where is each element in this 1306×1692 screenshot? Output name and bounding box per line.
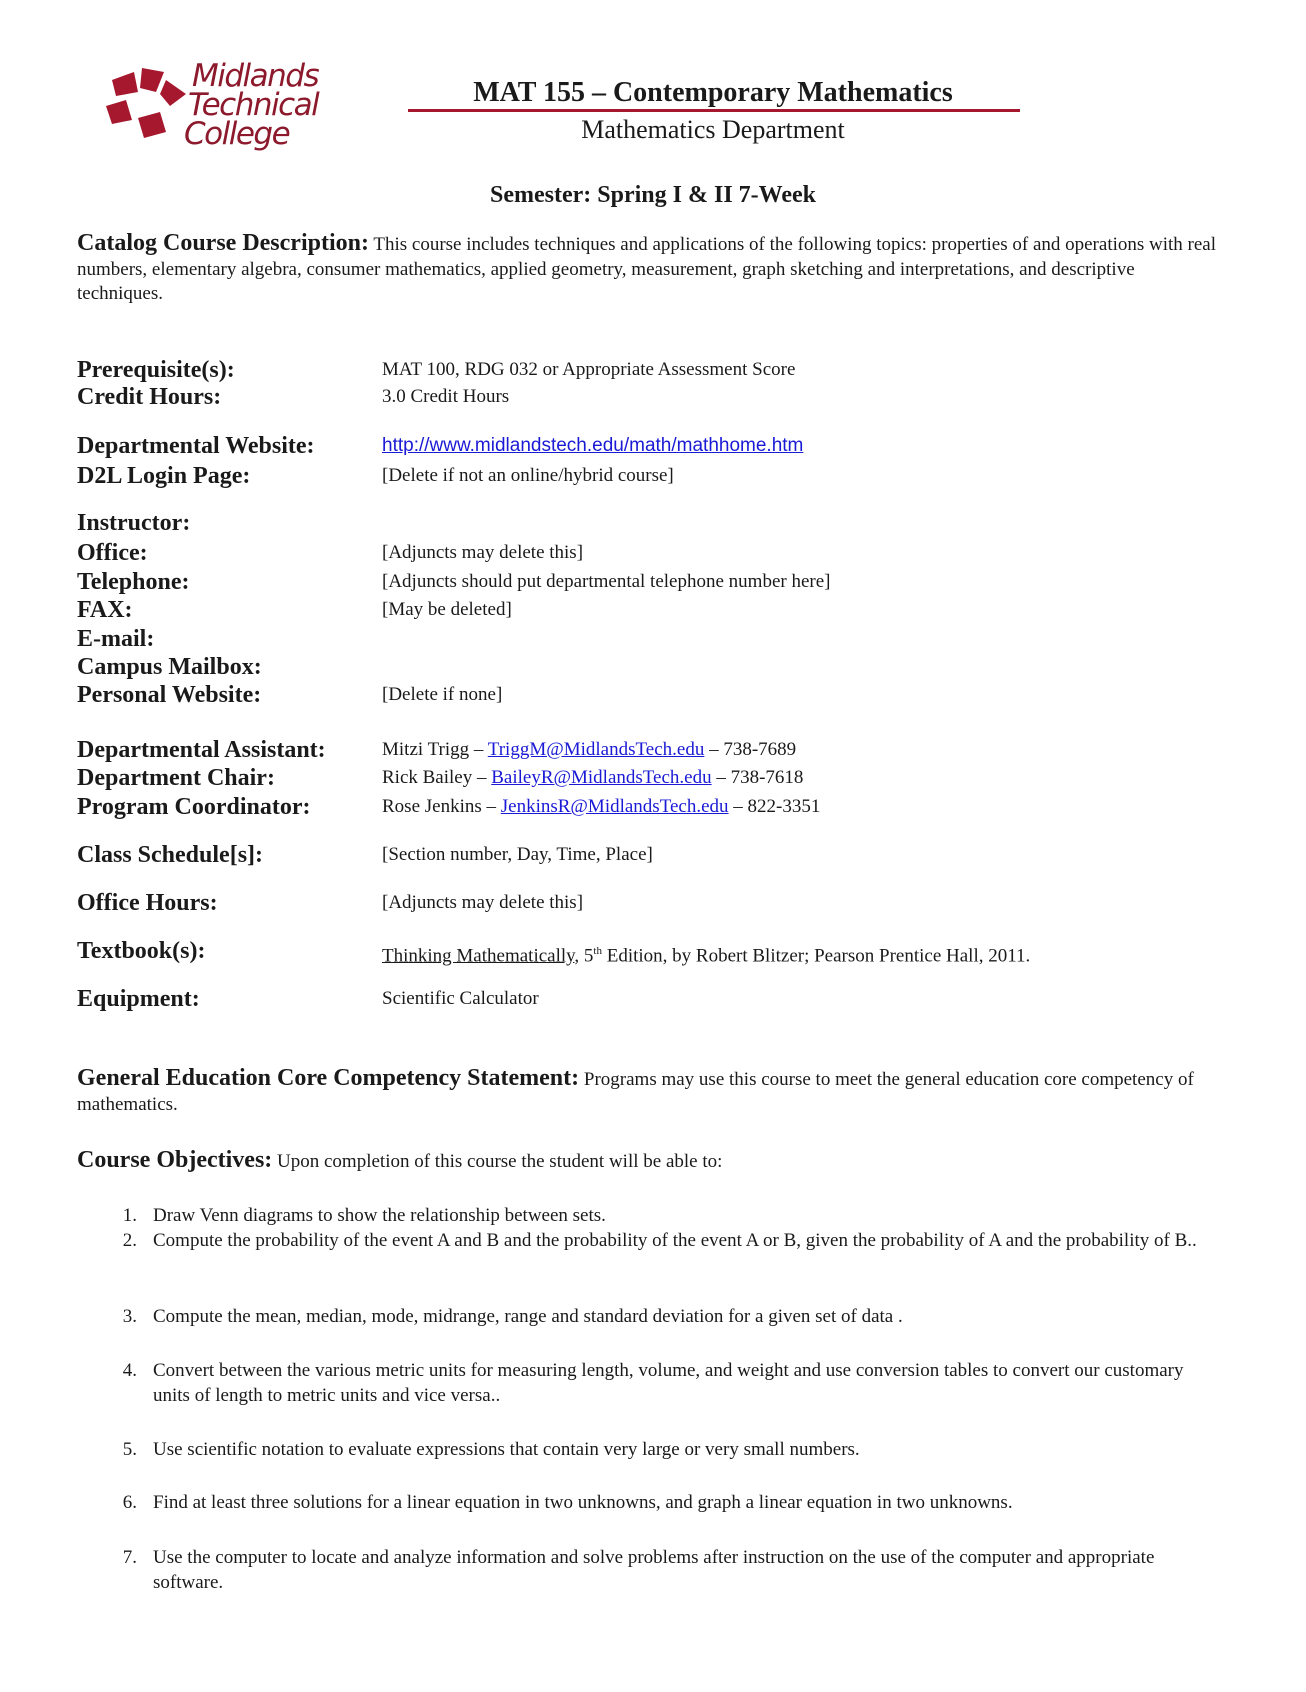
objective-text: Find at least three solutions for a linear equation in two unknowns, and graph a linear equation in two unknowns.: [153, 1492, 1013, 1513]
instructor-label: Instructor:: [77, 510, 191, 536]
chair-phone: – 738-7618: [711, 767, 804, 788]
dept-website-cell: [382, 432, 803, 460]
gen-ed-statement: [77, 1066, 1217, 1117]
star-logo-icon: [104, 66, 188, 146]
dept-website-link[interactable]: http://www.midlandstech.edu/math/mathhome.htm: [382, 435, 804, 456]
objective-text: Compute the mean, median, mode, midrange, range and standard deviation for a given set of data .: [153, 1306, 903, 1327]
textbook-value: [382, 937, 1030, 970]
objective-number: 1.: [122, 1205, 137, 1226]
objective-number: 2.: [122, 1230, 137, 1251]
prerequisites-label: Prerequisite(s):: [77, 357, 235, 383]
catalog-description: [77, 231, 1217, 307]
chair-email-link[interactable]: BaileyR@MidlandsTech.edu: [491, 767, 712, 788]
objective-text: Convert between the various metric units for measuring length, volume, and weight and use conversion tables to convert our customary units of length to metric units and vice versa..: [153, 1360, 1184, 1406]
gen-ed-label: General Education Core Competency Statement:: [77, 1065, 580, 1091]
logo-word-3: College: [184, 116, 290, 152]
fax-label: FAX:: [77, 597, 133, 623]
office-value: [Adjuncts may delete this]: [382, 542, 584, 563]
email-label: E-mail:: [77, 626, 155, 652]
office-label: Office:: [77, 540, 148, 566]
telephone-label: Telephone:: [77, 569, 190, 595]
dept-website-label: Departmental Website:: [77, 433, 315, 459]
objective-number: 5.: [122, 1439, 137, 1460]
dept-assistant-label: Departmental Assistant:: [77, 737, 326, 763]
objectives-intro: Upon completion of this course the student will be able to:: [272, 1151, 723, 1172]
assistant-name: Mitzi Trigg –: [382, 739, 488, 760]
logo-word-2: Technical: [188, 87, 319, 123]
textbook-edition-num: , 5: [574, 945, 594, 967]
d2l-label: D2L Login Page:: [77, 463, 251, 489]
objective-number: 3.: [122, 1306, 137, 1327]
title-rule: [408, 109, 1020, 112]
college-logo: [104, 60, 364, 156]
assistant-email-link[interactable]: TriggM@MidlandsTech.edu: [487, 739, 705, 760]
credit-hours-value: 3.0 Credit Hours: [382, 386, 510, 407]
textbook-edition-sup: th: [593, 945, 602, 957]
personal-website-label: Personal Website:: [77, 682, 262, 708]
class-schedule-label: Class Schedule[s]:: [77, 842, 264, 868]
textbook-title: Thinking Mathematically: [382, 945, 575, 967]
fax-value: [May be deleted]: [382, 599, 512, 620]
objective-number: 4.: [122, 1360, 137, 1381]
course-title: MAT 155 – Contemporary Mathematics: [473, 77, 953, 108]
dept-chair-label: Department Chair:: [77, 765, 275, 791]
dept-chair-value: [382, 764, 803, 792]
credit-hours-label: Credit Hours:: [77, 384, 222, 410]
gen-ed-text: Programs may use this course to meet the general education core competency of mathematics.: [77, 1069, 1194, 1115]
course-objectives-heading: [77, 1148, 1217, 1175]
textbook-label: Textbook(s):: [77, 938, 206, 964]
coordinator-name: Rose Jenkins –: [382, 796, 501, 817]
personal-website-value: [Delete if none]: [382, 684, 503, 705]
prerequisites-value: MAT 100, RDG 032 or Appropriate Assessment Score: [382, 359, 796, 380]
program-coordinator-label: Program Coordinator:: [77, 794, 311, 820]
dept-assistant-value: [382, 736, 796, 764]
objective-text: Use the computer to locate and analyze information and solve problems after instruction on the use of the computer and appropriate software.: [153, 1547, 1155, 1593]
assistant-phone: – 738-7689: [704, 739, 797, 760]
chair-name: Rick Bailey –: [382, 767, 492, 788]
objective-text: Use scientific notation to evaluate expressions that contain very large or very small numbers.: [153, 1439, 860, 1460]
objective-text: Draw Venn diagrams to show the relationship between sets.: [153, 1205, 606, 1226]
department-name: Mathematics Department: [581, 115, 845, 144]
coordinator-email-link[interactable]: JenkinsR@MidlandsTech.edu: [500, 796, 729, 817]
objective-number: 6.: [122, 1492, 137, 1513]
objectives-label: Course Objectives:: [77, 1147, 273, 1173]
campus-mailbox-label: Campus Mailbox:: [77, 654, 262, 680]
office-hours-value: [Adjuncts may delete this]: [382, 892, 584, 913]
program-coordinator-value: [382, 793, 820, 821]
logo-word-1: Midlands: [192, 58, 319, 94]
office-hours-label: Office Hours:: [77, 890, 218, 916]
equipment-label: Equipment:: [77, 986, 200, 1012]
semester-heading: Semester: Spring I & II 7-Week: [490, 182, 816, 208]
catalog-label: Catalog Course Description:: [77, 230, 369, 256]
textbook-rest: Edition, by Robert Blitzer; Pearson Prentice Hall, 2011.: [601, 945, 1031, 967]
d2l-value: [Delete if not an online/hybrid course]: [382, 465, 674, 486]
telephone-value: [Adjuncts should put departmental telephone number here]: [382, 571, 831, 592]
objective-text: Compute the probability of the event A and B and the probability of the event A or B, given the probability of A and the probability of B..: [153, 1230, 1197, 1251]
coordinator-phone: – 822-3351: [728, 796, 821, 817]
equipment-value: Scientific Calculator: [382, 988, 539, 1009]
class-schedule-value: [Section number, Day, Time, Place]: [382, 844, 653, 865]
objective-number: 7.: [122, 1547, 137, 1568]
catalog-text: This course includes techniques and applications of the following topics: properties of and operations with real numbers, elementary algebra, consumer mathematics, applied geometry, measurement, graph sketching and interpretations, and descriptive techniques.: [77, 234, 1217, 304]
